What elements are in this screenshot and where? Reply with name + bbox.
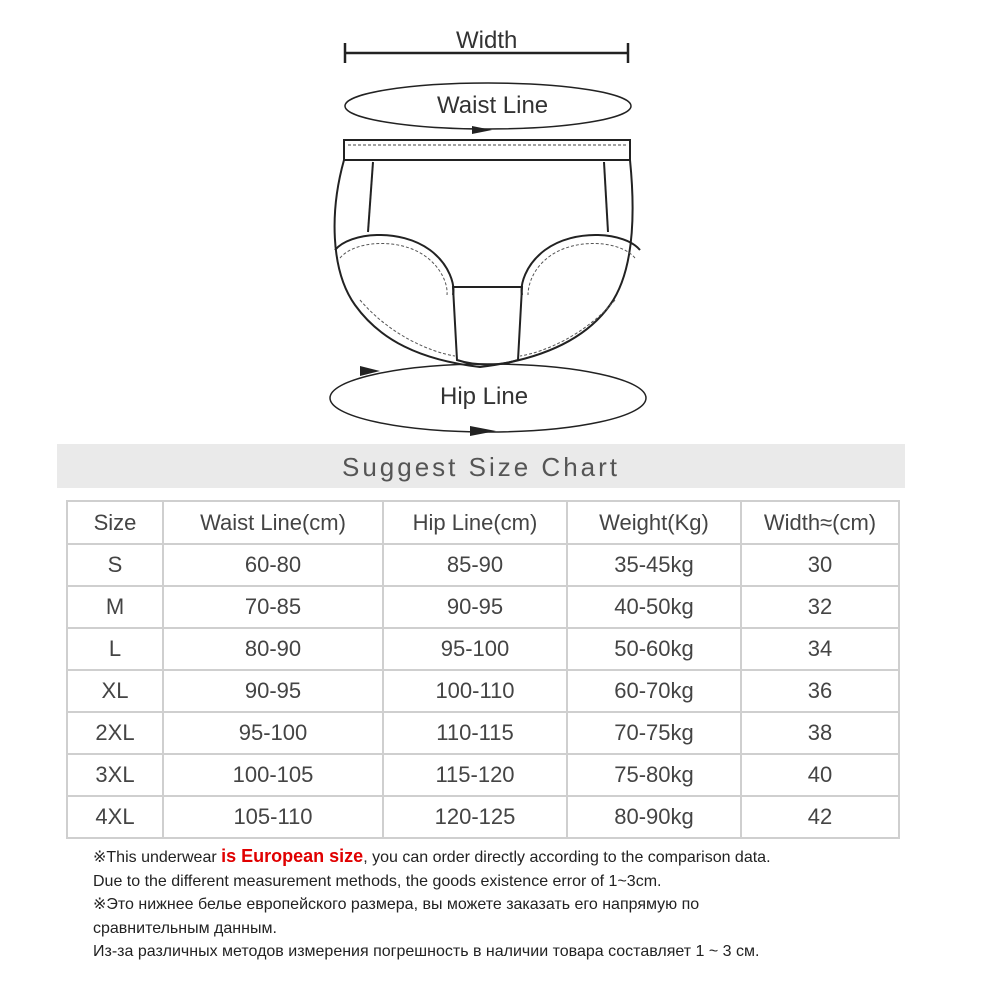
table-row (67, 754, 899, 796)
table-cell: 90-95 (163, 670, 383, 712)
column-header: Width≈(cm) (741, 501, 899, 544)
table-cell: 75-80kg (567, 754, 741, 796)
table-cell: 32 (741, 586, 899, 628)
note-line-3: ※Это нижнее белье европейского размера, вы можете заказать его напрямую по (93, 896, 700, 913)
note-1-prefix: ※This underwear (93, 849, 222, 866)
table-cell: 34 (741, 628, 899, 670)
table-cell: 90-95 (383, 586, 567, 628)
table-cell: 100-110 (383, 670, 567, 712)
note-line-1 (93, 845, 953, 870)
table-cell: 36 (741, 670, 899, 712)
table-header-row (67, 501, 899, 544)
table-cell: 70-85 (163, 586, 383, 628)
column-header: Hip Line(cm) (383, 501, 567, 544)
column-header: Waist Line(cm) (163, 501, 383, 544)
table-cell: 3XL (67, 754, 163, 796)
table-cell: 70-75kg (567, 712, 741, 754)
table-cell: S (67, 544, 163, 586)
table-cell: 95-100 (383, 628, 567, 670)
size-chart-table (66, 500, 900, 839)
table-cell: 40-50kg (567, 586, 741, 628)
table-cell: 110-115 (383, 712, 567, 754)
table-cell: L (67, 628, 163, 670)
note-1-suffix: , you can order directly according to the comparison data. (363, 849, 771, 866)
table-row (67, 670, 899, 712)
briefs-body (335, 160, 640, 367)
table-cell: XL (67, 670, 163, 712)
table-cell: 60-80 (163, 544, 383, 586)
note-line-4: сравнительным данным. (93, 919, 277, 937)
column-header: Size (67, 501, 163, 544)
table-cell: 2XL (67, 712, 163, 754)
table-cell: 115-120 (383, 754, 567, 796)
table-cell: M (67, 586, 163, 628)
size-notes (93, 845, 953, 964)
table-cell: 30 (741, 544, 899, 586)
table-cell: 35-45kg (567, 544, 741, 586)
table-row (67, 796, 899, 838)
table-cell: 95-100 (163, 712, 383, 754)
size-chart-title: Suggest Size Chart (341, 452, 620, 482)
table-cell: 85-90 (383, 544, 567, 586)
table-cell: 80-90 (163, 628, 383, 670)
underwear-outline-illustration (0, 0, 984, 440)
table-cell: 50-60kg (567, 628, 741, 670)
table-row (67, 712, 899, 754)
size-chart-banner (57, 444, 905, 488)
width-label: Width (456, 27, 518, 54)
waistband (344, 140, 630, 160)
column-header: Weight(Kg) (567, 501, 741, 544)
table-row (67, 544, 899, 586)
table-row (67, 628, 899, 670)
note-line-5: Из-за различных методов измерения погрешность в наличии товара составляет 1 ~ 3 см. (93, 943, 760, 960)
table-cell: 4XL (67, 796, 163, 838)
waist-line-label: Waist Line (437, 92, 549, 119)
table-row (67, 586, 899, 628)
table-cell: 120-125 (383, 796, 567, 838)
table-cell: 100-105 (163, 754, 383, 796)
table-cell: 42 (741, 796, 899, 838)
table-cell: 105-110 (163, 796, 383, 838)
european-size-highlight: is European size (221, 846, 364, 866)
hip-line-label: Hip Line (440, 383, 529, 410)
note-line-2: Due to the different measurement methods, the goods existence error of 1~3cm. (93, 872, 662, 890)
table-cell: 80-90kg (567, 796, 741, 838)
table-cell: 40 (741, 754, 899, 796)
table-cell: 38 (741, 712, 899, 754)
garment-diagram (0, 0, 984, 440)
table-cell: 60-70kg (567, 670, 741, 712)
